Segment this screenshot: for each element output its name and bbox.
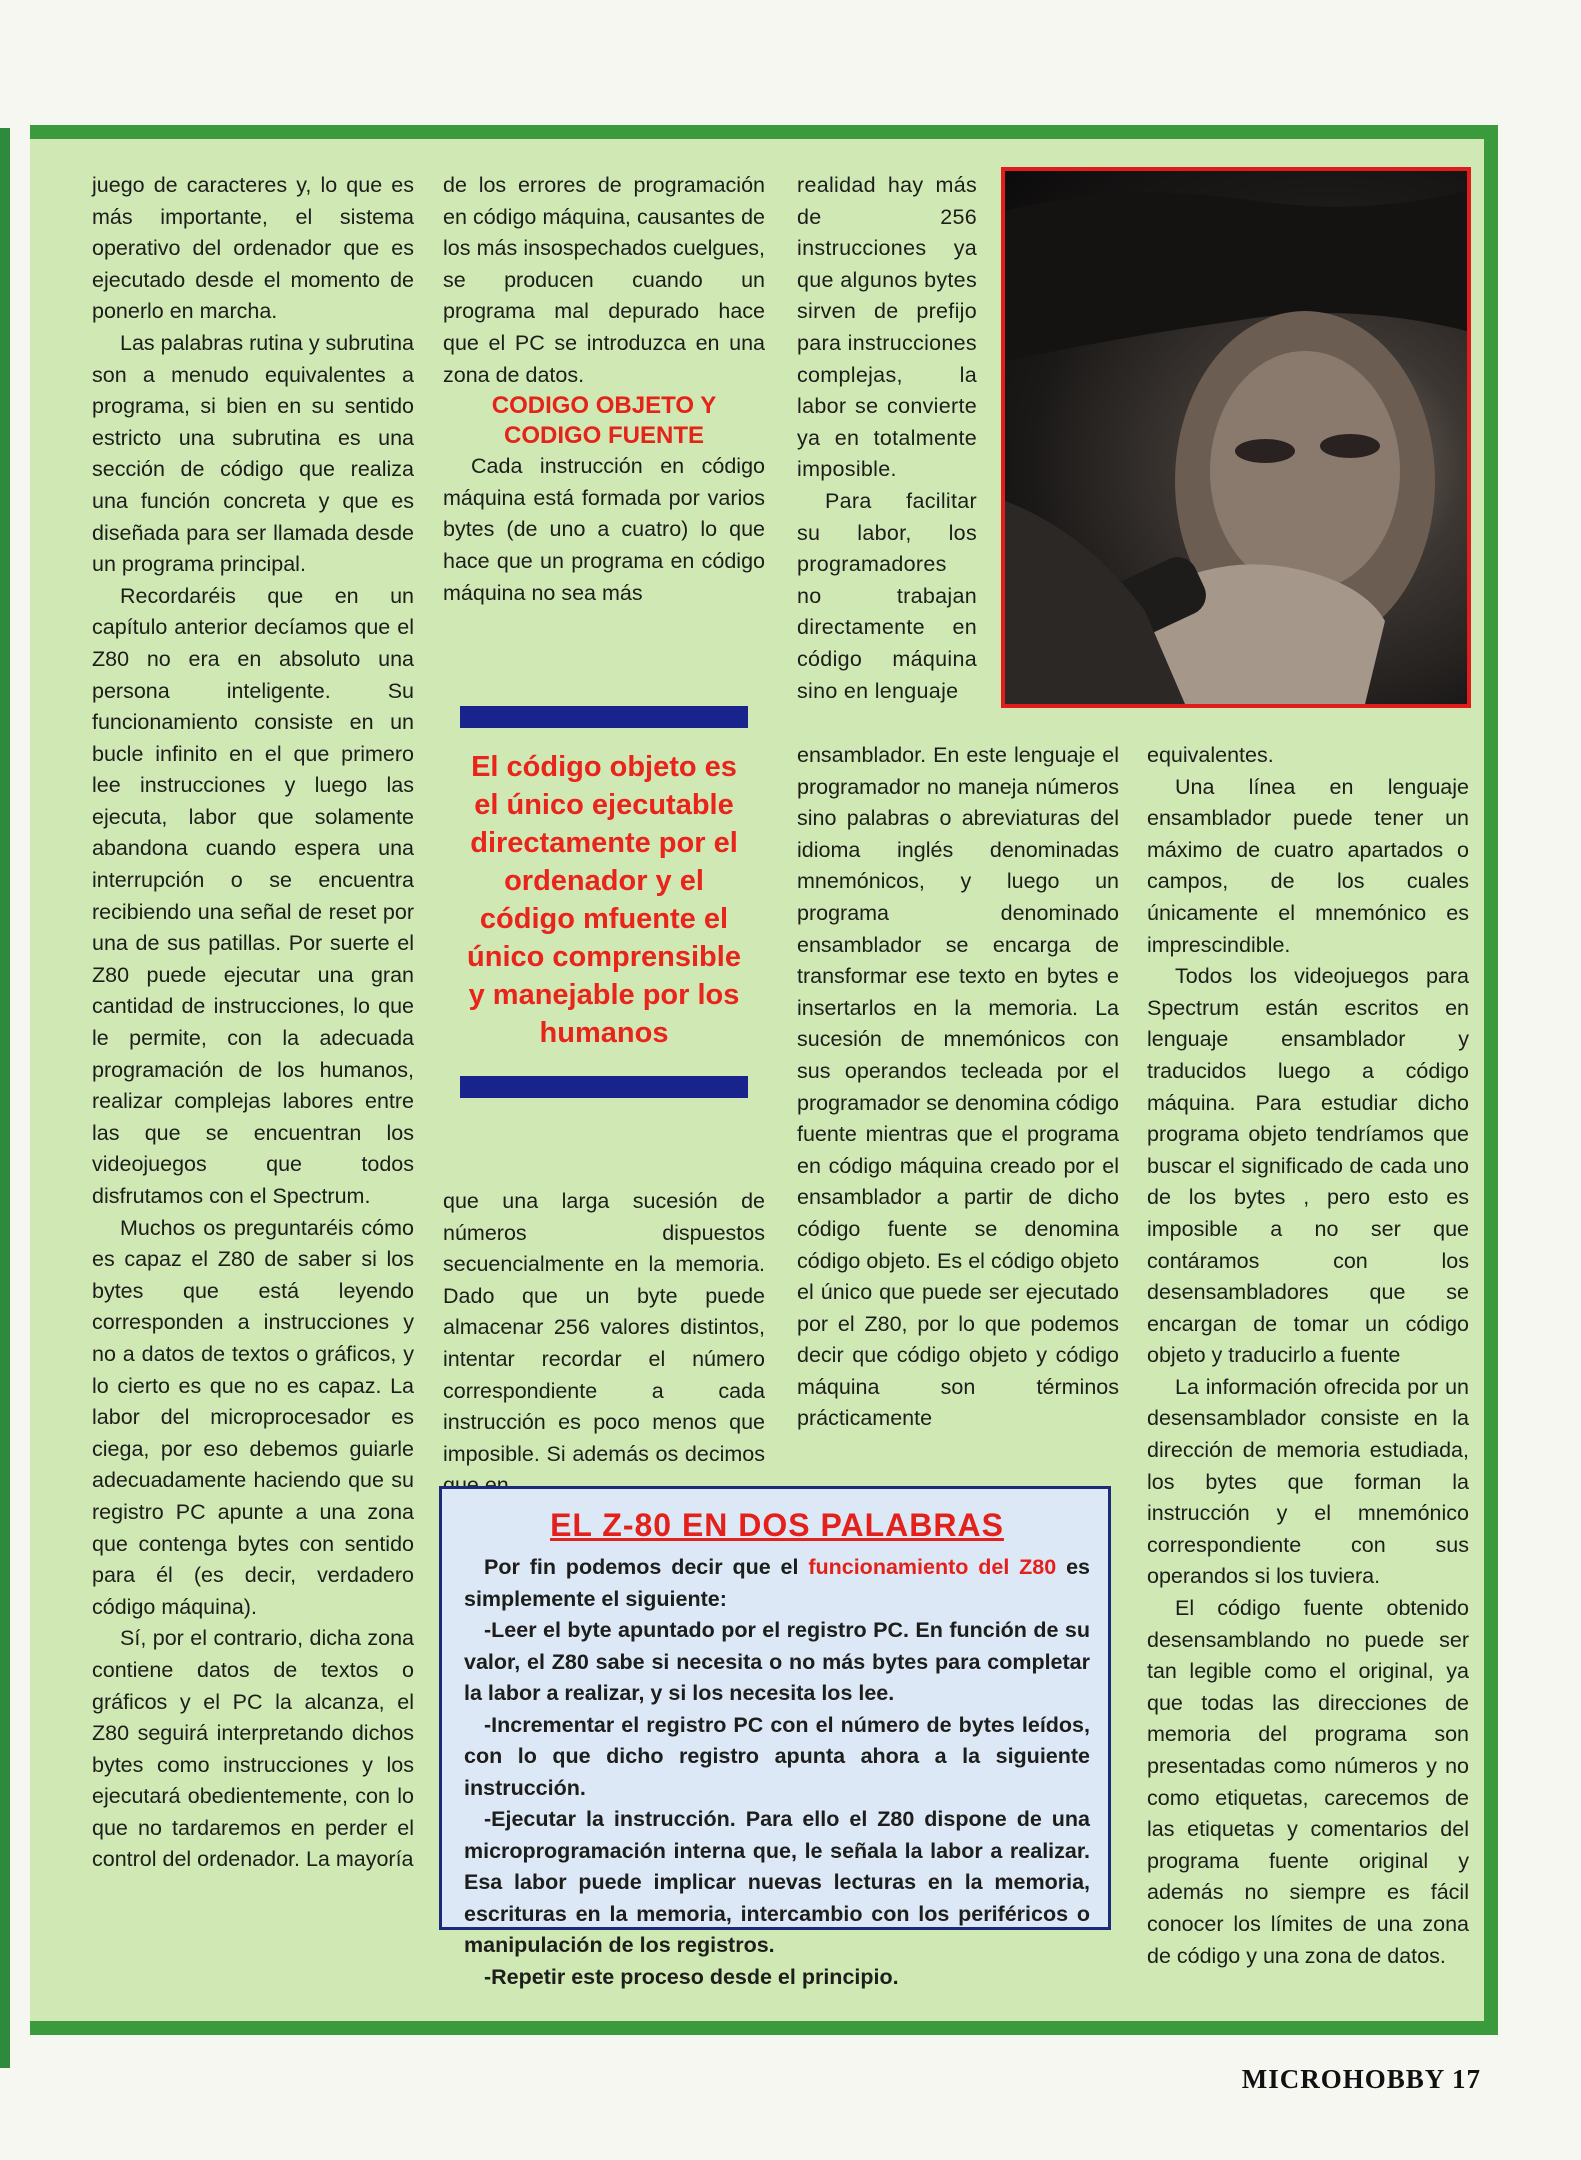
sidebar-intro-end: es simplemente el siguiente: (464, 1555, 1090, 1611)
pull-quote-top-bar (460, 706, 748, 728)
paragraph: de los errores de programación en código máquina, causantes de los más insospechados cuelgues, se producen cuando un programa mal depurado hace que el PC se introduzca en una zona de datos. (443, 173, 765, 387)
paragraph: Todos los videojuegos para Spectrum están escritos en lenguaje ensamblador y traducidos luego a código máquina. Para estudiar dicho programa objeto tendríamos que buscar el significado de cada uno de los bytes , pero esto es imposible a no ser que contáramos con los desensambladores que se encargan de tomar un código objeto y traducirlo a fuente (1147, 964, 1469, 1368)
paragraph: que una larga sucesión de números dispuestos secuencialmente en la memoria. Dado que un byte puede almacenar 256 valores distintos, intentar recordar el número correspondiente a cada instrucción es poco menos que imposible. Si además os decimos (443, 1189, 765, 1466)
paragraph: La información ofrecida por un desensamblador consiste en la dirección de memoria estudiada, los bytes que forman la instrucción y el mnemónico correspondiente con sus operandos si los tuviera. (1147, 1374, 1469, 1589)
sidebar-intro-highlight: funcionamiento del Z80 (808, 1555, 1057, 1579)
page-footer (1242, 2064, 1481, 2095)
sidebar-intro-start: Por fin podemos decir que el (484, 1555, 799, 1579)
column-3-narrow (797, 170, 977, 707)
photo-illustration (1005, 171, 1467, 704)
sidebar-step: -Repetir este proceso desde el principio. (484, 1964, 899, 1989)
sidebar-box (439, 1486, 1111, 1989)
column-1 (92, 170, 414, 1876)
binding-strip (0, 128, 10, 2068)
paragraph: realidad hay más de 256 instrucciones ya que algunos bytes sirven de prefijo para instrucciones complejas, la labor se convierte ya en totalmente imposible. (797, 173, 977, 482)
paragraph: Las palabras rutina y subrutina son a menudo equivalentes a programa, si bien en su sentido estricto una subrutina es una sección de código que realiza una función concreta y que es diseñada para ser llamada desde un programa principal. (92, 330, 415, 577)
photo-man-with-hat (1001, 167, 1471, 708)
sidebar-intro (464, 1552, 1090, 1615)
paragraph: juego de caracteres y, lo que es más importante, el sistema operativo del ordenador que es ejecutado desde el momento de ponerlo en marcha. (92, 173, 414, 324)
paragraph: Sí, por el contrario, dicha zona contiene datos de textos o gráficos y el PC la alcanza, el Z80 seguirá interpretando dichos bytes como instrucciones y los ejecutará obedientemente, con lo que no tardaremos en perder el control del ordenador. La mayoría (92, 1626, 414, 1872)
column-4 (1147, 740, 1469, 1972)
paragraph: Para facilitar su labor, los programadores no trabajan directamente en código máquina sino en lenguaje (797, 488, 977, 703)
paragraph: Muchos os preguntaréis cómo es capaz el Z80 de saber si los bytes que está leyendo corresponden a instrucciones y no a datos de textos o gráficos, y lo cierto es que no es capaz. La labor del microprocesador es ciega, por eso debemos guiarle adecuadamente haciendo que su registro PC apunte a una zona que contenga bytes con sentido para él (es decir, verdadero código máquina). (92, 1215, 414, 1619)
paragraph: Cada instrucción en código máquina está formada por varios bytes (de uno a cuatro) lo que hace que un programa en código máquina no sea más (443, 454, 765, 605)
column-3-wide (797, 740, 1119, 1435)
paragraph: Una línea en lenguaje ensamblador puede tener un máximo de cuatro apartados o campos, de los cuales únicamente el mnemónico es imprescindible. (1147, 774, 1469, 957)
pull-quote (458, 706, 750, 1098)
paragraph: ensamblador. En este lenguaje el programador no maneja números sino palabras o abreviaturas del idioma inglés denominadas mnemónicos, y luego un programa denominado ensamblador se encarga de transformar ese texto en bytes e insertarlos en la memoria. La sucesión de mnemónicos con sus operandos tecleada por el programador se denomina código fuente mientras que el programa en código máquina creado por el ensamblador a partir de dicho código fuente se denomina código objeto. Es el código objeto el único que puede ser ejecutado por el Z80, por lo que podemos decir que código objeto y código máquina son términos prácticamente (797, 743, 1119, 1431)
sidebar-title: EL Z-80 EN DOS PALABRAS (550, 1507, 1004, 1543)
paragraph: equivalentes. (1147, 743, 1274, 767)
pull-quote-text: El código objeto es el único ejecutable directamente por el ordenador y el código mfuente el único comprensible y manejable por los humanos (467, 751, 741, 1049)
sidebar-step: -Incrementar el registro PC con el número de bytes leídos, con lo que dicho registro apunta ahora a la siguiente instrucción. (464, 1712, 1090, 1800)
sidebar-step: -Leer el byte apuntado por el registro PC. En función de su valor, el Z80 sabe si necesita o no más bytes para completar la labor a realizar, y si los necesita los lee. (464, 1618, 1090, 1705)
page-number: 17 (1452, 2064, 1481, 2094)
paragraph: El código fuente obtenido desensamblando no puede ser tan legible como el original, ya que todas las direcciones de memoria del programa son presentadas como números y no como etiquetas, carecemos de las etiquetas y comentarios del programa fuente original y además no siempre es fácil conocer los límites de una zona de código y una zona de datos. (1147, 1596, 1469, 1968)
column-2-top (443, 170, 765, 609)
paragraph: Recordaréis que en un capítulo anterior decíamos que el Z80 no era en absoluto una persona inteligente. Su funcionamiento consiste en un bucle infinito en el que primero lee instrucciones y luego las ejecuta, labor que solamente abandona cuando espera una interrupción o se encuentra recibiendo una señal de reset por una de sus patillas. Por suerte el Z80 puede ejecutar una gran cantidad de instrucciones, lo que le permite, con la adecuada programación de los humanos, realizar complejas labores entre las que se encuentran los videojuegos que todos disfrutamos con el Spectrum. (92, 583, 414, 1208)
pull-quote-bottom-bar (460, 1076, 748, 1098)
magazine-name: MICROHOBBY (1241, 2064, 1445, 2094)
column-2-bottom (443, 1186, 765, 1502)
sidebar-step: -Ejecutar la instrucción. Para ello el Z80 dispone de una microprogramación interna que, le señala la labor a realizar. Esa labor puede implicar nuevas lecturas en la memoria, escrituras en la memoria, intercambio con los periféricos o manipulación de los registros. (464, 1807, 1090, 1957)
section-heading: CODIGO OBJETO Y CODIGO FUENTE (491, 392, 717, 450)
